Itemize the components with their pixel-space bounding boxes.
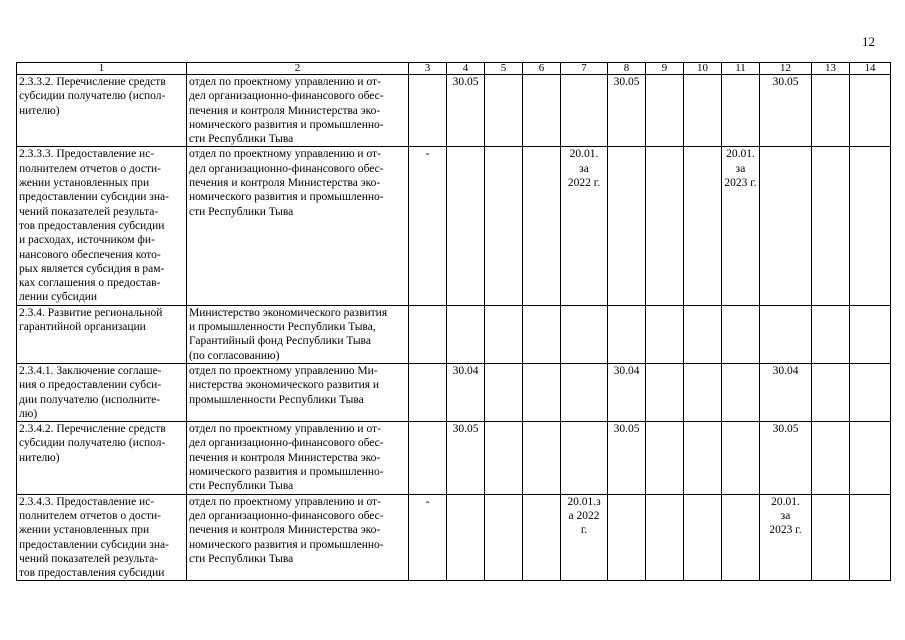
schedule-cell	[722, 494, 760, 581]
schedule-cell	[561, 363, 608, 421]
schedule-cell	[812, 422, 850, 494]
schedule-cell	[646, 305, 684, 363]
schedule-cell	[523, 422, 561, 494]
schedule-cell	[850, 75, 891, 147]
schedule-cell: 20.01. за 2022 г.	[561, 147, 608, 305]
schedule-cell	[608, 147, 646, 305]
schedule-cell: 30.04	[608, 363, 646, 421]
responsible-cell: отдел по проектному управлению и от- дел организационно-финансового обес- печения и контроля Министерства эко- номического развития и промышленно- сти Республики Тыва	[187, 494, 409, 581]
table-row	[17, 363, 891, 421]
schedule-cell: 20.01. за 2023 г.	[722, 147, 760, 305]
schedule-cell	[485, 75, 523, 147]
responsible-cell: отдел по проектному управлению и от- дел организационно-финансового обес- печения и контроля Министерства эко- номического развития и промышленно- сти Республики Тыва	[187, 75, 409, 147]
schedule-cell	[561, 422, 608, 494]
schedule-cell	[485, 494, 523, 581]
schedule-cell: -	[409, 147, 447, 305]
schedule-cell	[447, 305, 485, 363]
schedule-cell	[760, 147, 812, 305]
schedule-cell	[722, 363, 760, 421]
schedule-cell	[684, 305, 722, 363]
table-row	[17, 75, 891, 147]
schedule-cell	[523, 494, 561, 581]
schedule-cell: 30.05	[760, 75, 812, 147]
schedule-cell	[850, 494, 891, 581]
schedule-cell	[722, 305, 760, 363]
schedule-cell	[561, 305, 608, 363]
schedule-cell	[447, 494, 485, 581]
schedule-cell	[684, 422, 722, 494]
schedule-cell	[409, 422, 447, 494]
schedule-cell	[812, 494, 850, 581]
task-cell: 2.3.4.3. Предоставление ис- полнителем отчетов о дости- жении установленных при предоставлении субсидии зна- чений показателей результа- тов предоставления субсидии	[17, 494, 187, 581]
plan-table	[16, 62, 891, 581]
schedule-cell	[646, 422, 684, 494]
schedule-cell	[812, 305, 850, 363]
schedule-cell	[485, 422, 523, 494]
schedule-cell	[812, 147, 850, 305]
schedule-cell	[760, 305, 812, 363]
schedule-cell	[684, 363, 722, 421]
header-cell: 3	[409, 63, 447, 75]
schedule-cell: 20.01. за 2023 г.	[760, 494, 812, 581]
schedule-cell: 20.01.з а 2022 г.	[561, 494, 608, 581]
schedule-cell: 30.05	[760, 422, 812, 494]
schedule-cell	[447, 147, 485, 305]
schedule-cell	[485, 147, 523, 305]
header-cell: 7	[561, 63, 608, 75]
header-row	[17, 63, 891, 75]
header-cell: 6	[523, 63, 561, 75]
schedule-cell	[523, 147, 561, 305]
schedule-cell	[409, 305, 447, 363]
schedule-cell	[485, 305, 523, 363]
schedule-cell	[812, 75, 850, 147]
header-cell: 12	[760, 63, 812, 75]
schedule-cell	[409, 75, 447, 147]
schedule-cell	[850, 363, 891, 421]
task-cell: 2.3.3.2. Перечисление средств субсидии получателю (испол- нителю)	[17, 75, 187, 147]
responsible-cell: отдел по проектному управлению и от- дел организационно-финансового обес- печения и контроля Министерства эко- номического развития и промышленно- сти Республики Тыва	[187, 422, 409, 494]
schedule-cell: 30.05	[608, 75, 646, 147]
responsible-cell: отдел по проектному управлению Ми- нистерства экономического развития и промышленности Республики Тыва	[187, 363, 409, 421]
schedule-cell	[409, 363, 447, 421]
header-cell: 9	[646, 63, 684, 75]
table-row	[17, 305, 891, 363]
schedule-cell: 30.05	[447, 75, 485, 147]
header-cell: 14	[850, 63, 891, 75]
schedule-cell	[684, 494, 722, 581]
header-cell: 4	[447, 63, 485, 75]
header-cell: 2	[187, 63, 409, 75]
schedule-cell	[485, 363, 523, 421]
schedule-cell	[850, 147, 891, 305]
schedule-cell: 30.04	[760, 363, 812, 421]
page-number: 12	[862, 34, 875, 49]
schedule-cell	[523, 75, 561, 147]
schedule-cell: 30.05	[447, 422, 485, 494]
schedule-cell	[684, 147, 722, 305]
schedule-cell	[608, 305, 646, 363]
schedule-cell	[523, 363, 561, 421]
task-cell: 2.3.3.3. Предоставление ис- полнителем отчетов о дости- жении установленных при предоставлении субсидии зна- чений показателей результа- тов предоставления субсидии и расходах, источником фи- нансового обеспечения кото- рых является субсидия в рам- ках соглашения о предостав- лении субсидии	[17, 147, 187, 305]
table-row	[17, 494, 891, 581]
schedule-cell: 30.04	[447, 363, 485, 421]
task-cell: 2.3.4.1. Заключение соглаше- ния о предоставлении субси- дии получателю (исполните- лю)	[17, 363, 187, 421]
task-cell: 2.3.4.2. Перечисление средств субсидии получателю (испол- нителю)	[17, 422, 187, 494]
schedule-cell: -	[409, 494, 447, 581]
schedule-cell	[523, 305, 561, 363]
header-cell: 8	[608, 63, 646, 75]
responsible-cell: Министерство экономического развития и промышленности Республики Тыва, Гарантийный фонд Республики Тыва (по согласованию)	[187, 305, 409, 363]
schedule-cell	[646, 363, 684, 421]
schedule-cell	[722, 75, 760, 147]
schedule-cell	[561, 75, 608, 147]
schedule-cell	[812, 363, 850, 421]
task-cell: 2.3.4. Развитие региональной гарантийной организации	[17, 305, 187, 363]
schedule-cell	[684, 75, 722, 147]
header-cell: 1	[17, 63, 187, 75]
schedule-cell	[850, 422, 891, 494]
table-row	[17, 422, 891, 494]
table-row	[17, 147, 891, 305]
schedule-cell	[646, 147, 684, 305]
schedule-cell	[722, 422, 760, 494]
header-cell: 5	[485, 63, 523, 75]
header-cell: 11	[722, 63, 760, 75]
header-cell: 13	[812, 63, 850, 75]
schedule-cell: 30.05	[608, 422, 646, 494]
schedule-cell	[646, 494, 684, 581]
responsible-cell: отдел по проектному управлению и от- дел организационно-финансового обес- печения и контроля Министерства эко- номического развития и промышленно- сти Республики Тыва	[187, 147, 409, 305]
schedule-cell	[850, 305, 891, 363]
header-cell: 10	[684, 63, 722, 75]
schedule-cell	[608, 494, 646, 581]
schedule-cell	[646, 75, 684, 147]
